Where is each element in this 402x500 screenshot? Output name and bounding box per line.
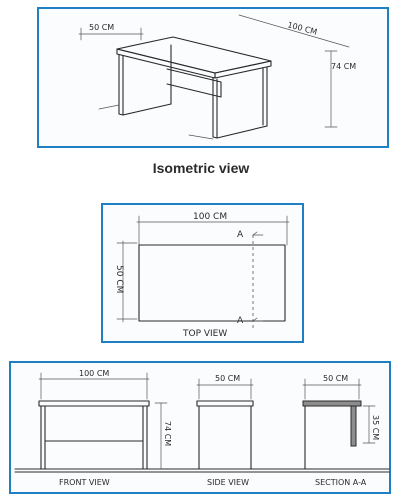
section-view-label: SECTION A-A — [315, 478, 367, 487]
side-view-label: SIDE VIEW — [207, 478, 249, 487]
iso-width-dim-line — [239, 15, 349, 47]
top-depth-dim-label: 50 CM — [114, 265, 124, 294]
iso-tabletop-front-edge — [117, 49, 215, 78]
orthographic-views-panel — [9, 361, 391, 494]
front-width-dim-label: 100 CM — [79, 369, 110, 378]
isometric-view-panel — [37, 7, 389, 148]
section-cut-tabletop — [303, 401, 361, 406]
top-width-dim-label: 100 CM — [193, 212, 228, 222]
section-mark-top: A — [237, 230, 244, 240]
iso-width-dim-label: 100 CM — [286, 20, 319, 37]
side-view-tabletop — [197, 401, 253, 406]
section-height-dim-label: 35 CM — [371, 415, 380, 441]
orthographic-drawing — [11, 363, 393, 496]
isometric-view-caption: Isometric view — [152, 160, 250, 176]
front-view-right-leg — [143, 406, 147, 469]
section-depth-dim-label: 50 CM — [323, 374, 349, 383]
top-view-panel — [101, 203, 304, 343]
side-view-leg-panel — [199, 406, 251, 469]
iso-height-dim-label: 74 CM — [331, 62, 357, 71]
front-view-left-leg — [41, 406, 45, 469]
iso-depth-dim-label: 50 CM — [89, 23, 115, 32]
iso-left-front-leg — [119, 55, 123, 115]
front-view-label: FRONT VIEW — [59, 478, 110, 487]
section-cut-modesty-panel — [351, 406, 356, 446]
top-view-tabletop — [139, 245, 285, 321]
iso-right-front-leg — [213, 78, 217, 138]
isometric-drawing — [39, 9, 391, 150]
top-view-label: TOP VIEW — [183, 329, 228, 339]
front-height-dim-label: 74 CM — [163, 421, 172, 447]
section-mark-bottom: A — [237, 316, 244, 326]
top-view-drawing — [103, 205, 306, 345]
side-depth-dim-label: 50 CM — [215, 374, 241, 383]
front-view-tabletop — [39, 401, 149, 406]
